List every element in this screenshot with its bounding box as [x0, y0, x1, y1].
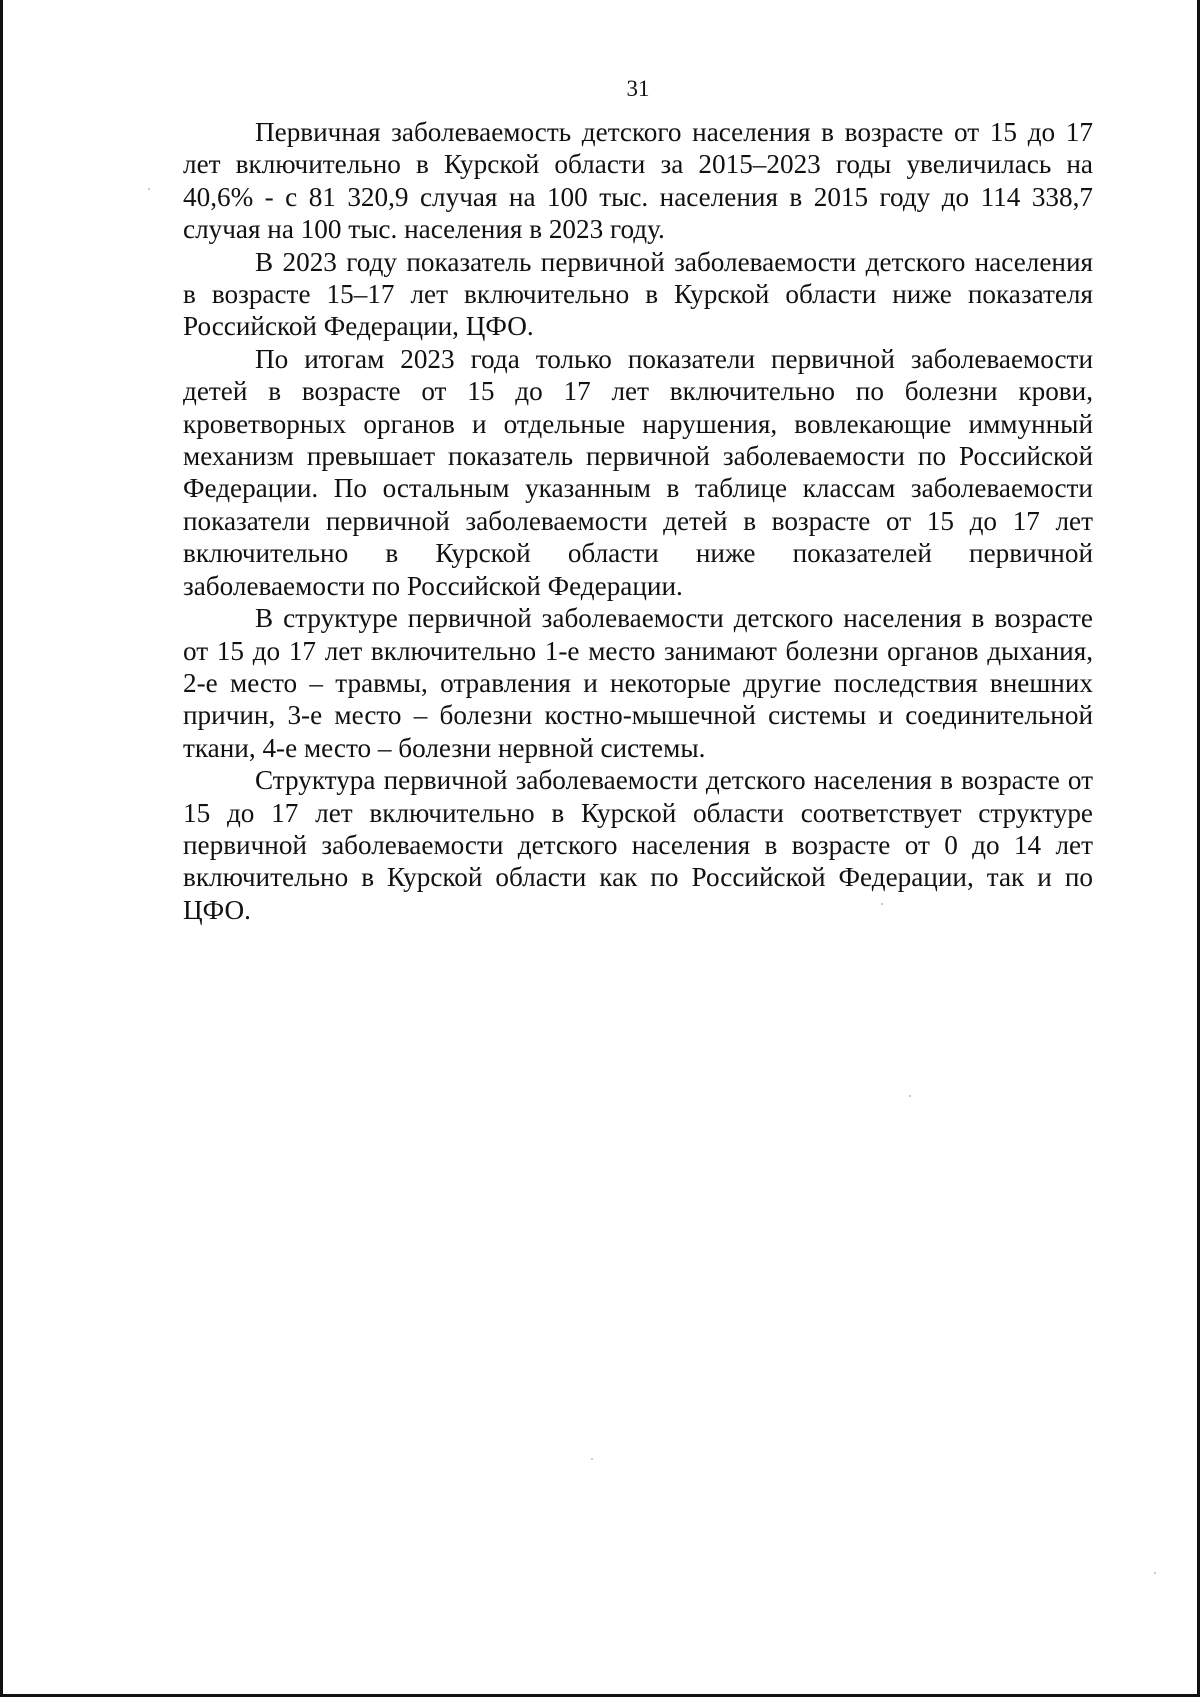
- document-body: [183, 116, 1093, 926]
- scan-speck: [148, 188, 150, 190]
- scan-speck: [881, 903, 883, 905]
- paragraph-4: В структуре первичной заболеваемости детского населения в возрасте от 15 до 17 лет включительно 1-е место занимают болезни органов дыхания, 2-е место – травмы, отравления и некоторые другие последствия внешних причин, 3-е место – болезни костно-мышечной системы и соединительной ткани, 4-е место – болезни нервной системы.: [183, 603, 1093, 763]
- scan-speck: [1154, 1572, 1156, 1574]
- page-number: 31: [626, 76, 650, 101]
- paragraph-5: Структура первичной заболеваемости детского населения в возрасте от 15 до 17 лет включительно в Курской области соответствует структуре первичной заболеваемости детского населения в возрасте от 0 до 14 лет включительно в Курской области как по Российской Федерации, так и по ЦФО.: [183, 765, 1093, 925]
- scan-speck: [909, 1095, 911, 1097]
- paragraph-2: В 2023 году показатель первичной заболеваемости детского населения в возрасте 15–17 лет включительно в Курской области ниже показателя Российской Федерации, ЦФО.: [183, 246, 1093, 342]
- paragraph-1: Первичная заболеваемость детского населения в возрасте от 15 до 17 лет включительно в Курской области за 2015–2023 годы увеличилась на 40,6% - с 81 320,9 случая на 100 тыс. населения в 2015 году до 114 338,7 случая на 100 тыс. населения в 2023 году.: [183, 117, 1093, 245]
- paragraph-3: По итогам 2023 года только показатели первичной заболеваемости детей в возрасте от 15 до 17 лет включительно по болезни крови, кроветворных органов и отдельные нарушения, вовлекающие иммунный механизм превышает показатель первичной заболеваемости по Российской Федерации. По остальным указанным в таблице классам заболеваемости показатели первичной заболеваемости детей в возрасте от 15 до 17 лет включительно в Курской области ниже показателей первичной заболеваемости по Российской Федерации.: [183, 343, 1093, 601]
- scan-speck: [591, 1458, 593, 1460]
